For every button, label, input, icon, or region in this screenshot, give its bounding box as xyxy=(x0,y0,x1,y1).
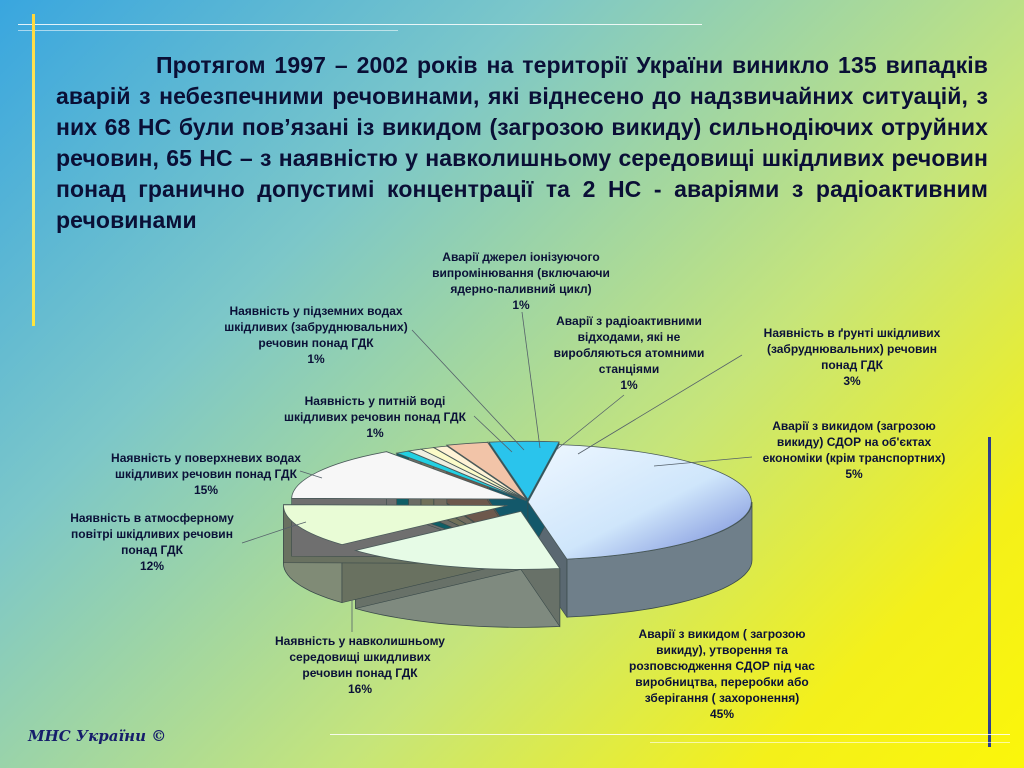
slice-label-value-0: 45% xyxy=(709,707,735,721)
slice-label-value-2: 12% xyxy=(139,559,165,573)
slice-label-4 xyxy=(275,393,475,441)
slice-label-text-1: Наявність у навколишньому середовищі шкидливих речовин понад ГДК xyxy=(275,634,445,680)
slice-label-value-9: 5% xyxy=(845,467,863,481)
slice-label-value-8: 3% xyxy=(843,374,861,388)
slice-label-text-5: Наявність у підземних водах шкідливих (забруднювальних) речовин понад ГДК xyxy=(224,304,408,350)
intro-paragraph: Протягом 1997 – 2002 років на території України виникло 135 випадків аварій з небезпечними речовинами, які віднесено до надзвичайних ситуацій, з них 68 НС були пов’язані із викидом (загрозою викиду) сильнодіючих отруйних речовин, 65 НС – з наявністю у навколишньому середовищі шкідливих речовин понад гранично допустимі концентрації та 2 НС - аваріями з радіоактивним речовинами xyxy=(56,52,988,233)
slice-label-value-5: 1% xyxy=(307,352,325,366)
slice-label-text-7: Аварії з радіоактивними відходами, які не виробляються атомними станціями xyxy=(553,314,705,376)
slice-label-text-6: Аварії джерел іонізуючого випромінювання (включаючи ядерно-паливний цикл) xyxy=(432,250,610,296)
slice-label-8 xyxy=(752,325,952,389)
leader-line-7 xyxy=(556,395,624,450)
slice-label-value-7: 1% xyxy=(620,378,638,392)
slice-label-0 xyxy=(617,626,827,722)
slice-label-text-8: Наявність в ґрунті шкідливих (забруднювальних) речовин понад ГДК xyxy=(763,326,941,372)
slice-label-6 xyxy=(421,249,621,313)
slice-label-value-3: 15% xyxy=(193,483,219,497)
slice-label-value-4: 1% xyxy=(366,426,384,440)
slice-label-9 xyxy=(749,418,959,482)
slice-label-5 xyxy=(216,303,416,367)
slice-label-1 xyxy=(265,633,455,697)
slice-label-text-2: Наявність в атмосферному повітрі шкідливих речовин понад ГДК xyxy=(70,511,234,557)
slice-label-3 xyxy=(101,450,311,498)
slice-label-2 xyxy=(57,510,247,574)
slice-label-value-6: 1% xyxy=(512,298,530,312)
slice-label-text-0: Аварії з викидом ( загрозою викиду), утворення та розповсюдження СДОР під час виробництва, переробки або зберігання ( захоронення) xyxy=(629,627,815,705)
slice-label-text-4: Наявність у питній воді шкідливих речовин понад ГДК xyxy=(284,394,466,424)
slice-label-text-9: Аварії з викидом (загрозою викиду) СДОР на об'єктах економіки (крім транспортних) xyxy=(762,419,946,465)
leader-line-6 xyxy=(522,312,540,448)
slice-label-7 xyxy=(539,313,719,393)
footer-copyright: МНС України © xyxy=(28,727,167,745)
slice-label-value-1: 16% xyxy=(347,682,373,696)
slice-label-text-3: Наявність у поверхневих водах шкідливих речовин понад ГДК xyxy=(111,451,301,481)
